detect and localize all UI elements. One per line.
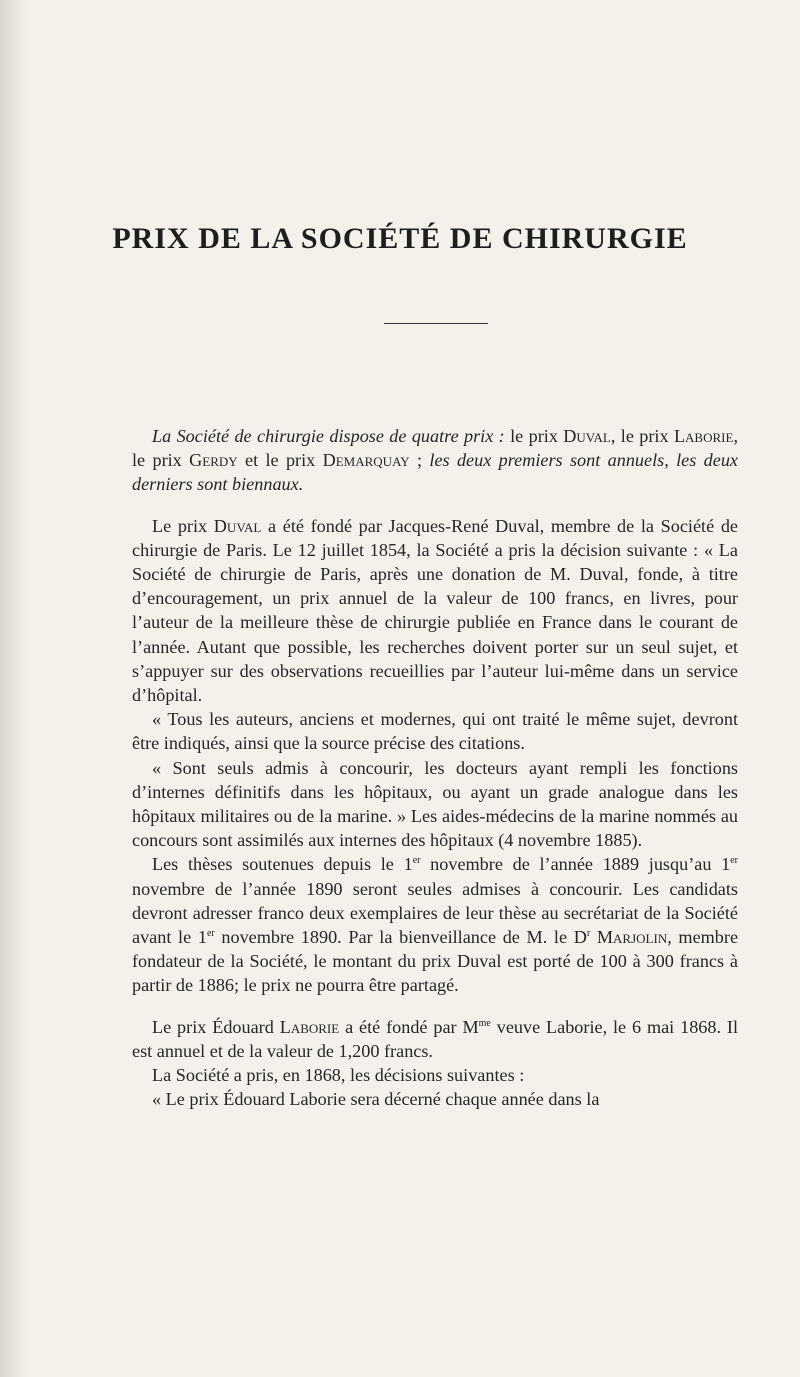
prize-name-duval: Duval [563, 426, 611, 446]
text-run: ; [409, 450, 430, 471]
paragraph-intro [132, 424, 738, 497]
text-run: Le prix [152, 515, 214, 536]
paragraph-theses [132, 852, 738, 997]
text-run: , le prix [132, 426, 738, 471]
body-text [132, 424, 738, 1111]
text-run: et le prix [237, 450, 323, 471]
superscript: r [586, 928, 591, 939]
page-edge [0, 0, 28, 1377]
text-run: Les thèses soutenues depuis le 1 [152, 854, 413, 875]
text-run: a été fondé par M [339, 1016, 479, 1037]
paragraph-admission: « Sont seuls admis à concourir, les docteurs ayant rempli les fonctions d’internes définitifs dans les hôpitaux, ou ayant un grade analogue dans les hôpitaux militaires ou de la marine. » Les aides-médecins de la marine nommés au concours sont assimilés aux internes des hôpitaux (4 novembre 1885). [132, 757, 738, 851]
page-title: PRIX DE LA SOCIÉTÉ DE CHIRURGIE [112, 222, 688, 255]
text-run: Le prix Édouard [152, 1016, 280, 1037]
superscript: er [206, 928, 215, 939]
paragraph-authors: « Tous les auteurs, anciens et modernes, qui ont traité le même sujet, devront être indiqués, ainsi que la source précise des citations. [132, 709, 738, 754]
prize-name-gerdy: Gerdy [189, 450, 238, 471]
prize-name-laborie: Laborie [279, 1016, 340, 1037]
intro-italic-end: les deux premiers sont annuels, les deux derniers sont biennaux. [132, 450, 738, 495]
text-run: veuve Laborie, le 6 mai 1868. Il est annuel et de la valeur de 1,200 francs. [132, 1016, 738, 1061]
paragraph-decisions: La Société a pris, en 1868, les décisions suivantes : [152, 1065, 525, 1086]
title-rule [384, 323, 488, 324]
paragraph-laborie [132, 1015, 738, 1063]
text-run: novembre 1890. Par la bienveillance de M. le D [214, 927, 587, 948]
text-run: , membre fondateur de la Société, le montant du prix Duval est porté de 100 à 300 francs à partir de 1886; le prix ne pourra être partagé. [132, 927, 739, 996]
prize-name-demarquay: Demarquay [322, 450, 410, 471]
superscript: er [730, 855, 739, 867]
text-run: le prix [504, 426, 564, 446]
text-run: novembre de l’année 1890 seront seules admises à concourir. Les candidats devront adresser franco deux exemplaires de leur thèse au secrétariat de la Société avant le 1 [132, 878, 738, 948]
prize-name-laborie: Laborie [673, 426, 734, 446]
superscript: me [478, 1017, 491, 1029]
text-run: a été fondé par Jacques-René Duval, membre de la Société de chirurgie de Paris. Le 12 juillet 1854, la Société a pris la décision suivante : « La Société de chirurgie de Paris, après une donation de M. Duval, fonde, à titre d’encouragement, un prix annuel de la valeur de 100 francs, en livres, pour l’auteur de la meilleure thèse de chirurgie publiée en France dans le courant de l’année. Autant que possible, les recherches doivent porter sur un seul sujet, et s’appuyer sur des observations recueillies par l’auteur lui-même dans un service d’hôpital. [132, 515, 739, 706]
paragraph-duval [132, 514, 738, 708]
intro-italic: La Société de chirurgie dispose de quatre prix : [152, 426, 505, 446]
paragraph-laborie-quote: « Le prix Édouard Laborie sera décerné chaque année dans la [152, 1089, 600, 1110]
prize-name-duval: Duval [213, 515, 262, 536]
person-name-marjolin: Marjolin [596, 927, 668, 948]
text-run: novembre de l’année 1889 jusqu’au 1 [420, 854, 731, 875]
text-run [590, 927, 597, 947]
text-run: , le prix [610, 426, 674, 446]
superscript: er [412, 855, 421, 867]
